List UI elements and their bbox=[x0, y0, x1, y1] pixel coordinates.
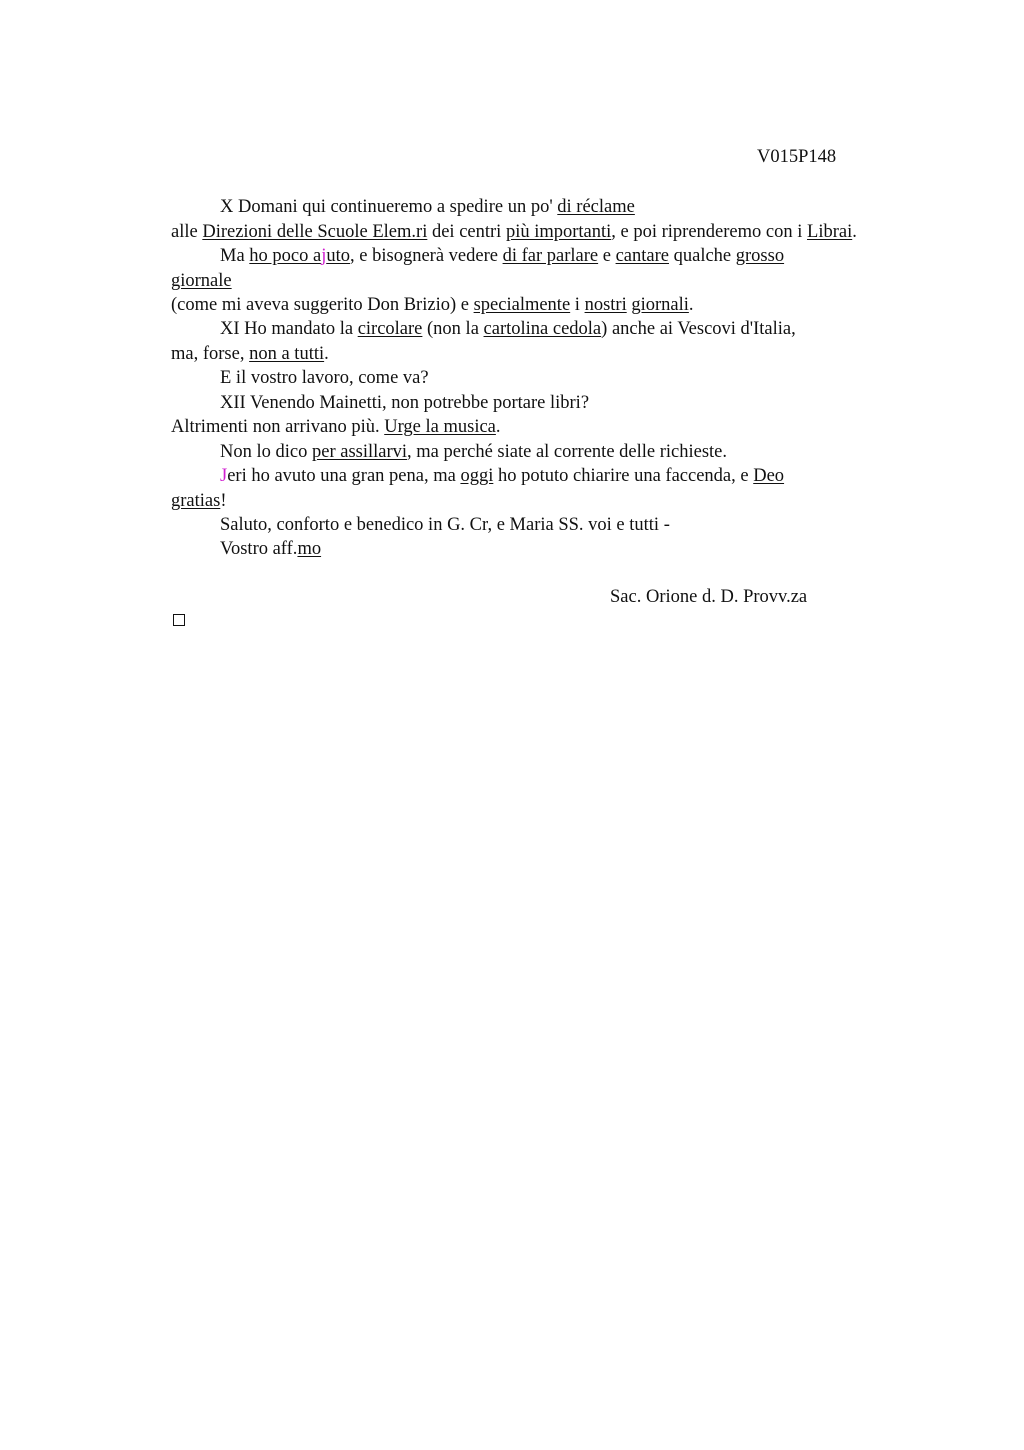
underlined-text: nostri bbox=[584, 295, 627, 315]
underlined-text: di réclame bbox=[557, 197, 635, 217]
underlined-text: grosso bbox=[735, 246, 785, 266]
text-line-9 bbox=[220, 392, 589, 414]
underlined-text: non a tutti bbox=[249, 344, 325, 364]
text-segment: , ma perché siate al corrente delle richieste. bbox=[407, 442, 728, 462]
text-line-7 bbox=[171, 343, 329, 365]
text-segment: Ma bbox=[220, 246, 250, 266]
text-segment: XI Ho mandato la bbox=[220, 319, 358, 339]
underlined-text: per assillarvi bbox=[311, 442, 408, 462]
text-segment: ma, forse, bbox=[171, 344, 250, 364]
underlined-text: Urge la musica bbox=[384, 417, 496, 437]
text-segment: (non la bbox=[422, 319, 484, 339]
text-segment: ) anche ai Vescovi d'Italia, bbox=[601, 319, 796, 339]
text-segment: Altrimenti non arrivano più. bbox=[171, 417, 385, 437]
text-segment: . bbox=[495, 417, 501, 437]
text-line-14 bbox=[220, 514, 670, 536]
underlined-text: giornale bbox=[171, 271, 232, 291]
underlined-text: di far parlare bbox=[502, 246, 599, 266]
underlined-text: Deo bbox=[753, 466, 785, 486]
text-line-10 bbox=[171, 416, 501, 438]
text-segment: i bbox=[570, 295, 585, 315]
text-line-8 bbox=[220, 367, 429, 389]
text-segment: e bbox=[598, 246, 616, 266]
text-segment: (come mi aveva suggerito Don Brizio) e bbox=[171, 295, 474, 315]
underlined-text: gratias bbox=[171, 491, 221, 511]
text-segment: alle bbox=[171, 222, 203, 242]
text-line-12 bbox=[220, 465, 784, 487]
text-segment: ! bbox=[220, 491, 227, 511]
underlined-text: Direzioni delle Scuole Elem.ri bbox=[202, 222, 428, 242]
text-line-15 bbox=[220, 538, 321, 560]
text-segment: . bbox=[852, 222, 857, 242]
text-line-1 bbox=[220, 196, 635, 218]
highlighted-letter: J bbox=[220, 466, 228, 486]
text-segment: , e bisognerà vedere bbox=[350, 246, 503, 266]
text-line-6 bbox=[220, 318, 796, 340]
text-segment: qualche bbox=[668, 246, 736, 266]
underlined-text: specialmente bbox=[473, 295, 571, 315]
text-line-3 bbox=[220, 245, 784, 267]
underlined-text: cantare bbox=[615, 246, 669, 266]
text-segment: ho potuto chiarire una faccenda, e bbox=[493, 466, 754, 486]
text-segment: Non lo dico bbox=[220, 442, 312, 462]
checkbox-icon bbox=[173, 614, 185, 626]
text-segment: Saluto, conforto e benedico in G. Cr, e Maria SS. voi e tutti - bbox=[220, 515, 670, 535]
highlighted-letter: j bbox=[321, 246, 327, 266]
text-segment: XII Venendo Mainetti, non potrebbe portare libri? bbox=[220, 393, 590, 413]
underlined-text: uto bbox=[326, 246, 351, 266]
text-segment: Vostro aff. bbox=[220, 539, 298, 559]
underlined-text: mo bbox=[297, 539, 322, 559]
text-line-4 bbox=[171, 270, 232, 292]
underlined-text: ho poco a bbox=[249, 246, 322, 266]
text-segment: eri ho avuto una gran pena, ma bbox=[227, 466, 461, 486]
underlined-text: giornali bbox=[631, 295, 689, 315]
text-segment: dei centri bbox=[427, 222, 506, 242]
underlined-text: circolare bbox=[357, 319, 423, 339]
underlined-text: più importanti bbox=[505, 222, 612, 242]
text-line-13 bbox=[171, 490, 226, 512]
text-segment: . bbox=[688, 295, 694, 315]
underlined-text: oggi bbox=[460, 466, 494, 486]
signature: Sac. Orione d. D. Provv.za bbox=[610, 587, 808, 607]
text-line-2 bbox=[171, 221, 857, 243]
page-reference: V015P148 bbox=[757, 147, 837, 167]
text-line-5 bbox=[171, 294, 694, 316]
underlined-text: cartolina cedola bbox=[483, 319, 602, 339]
text-segment: , e poi riprenderemo con i bbox=[611, 222, 808, 242]
underlined-text: Librai bbox=[807, 222, 853, 242]
text-segment: . bbox=[324, 344, 329, 364]
text-segment: X Domani qui continueremo a spedire un po' bbox=[220, 197, 558, 217]
text-segment: E il vostro lavoro, come va? bbox=[220, 368, 429, 388]
text-line-11 bbox=[220, 441, 727, 463]
